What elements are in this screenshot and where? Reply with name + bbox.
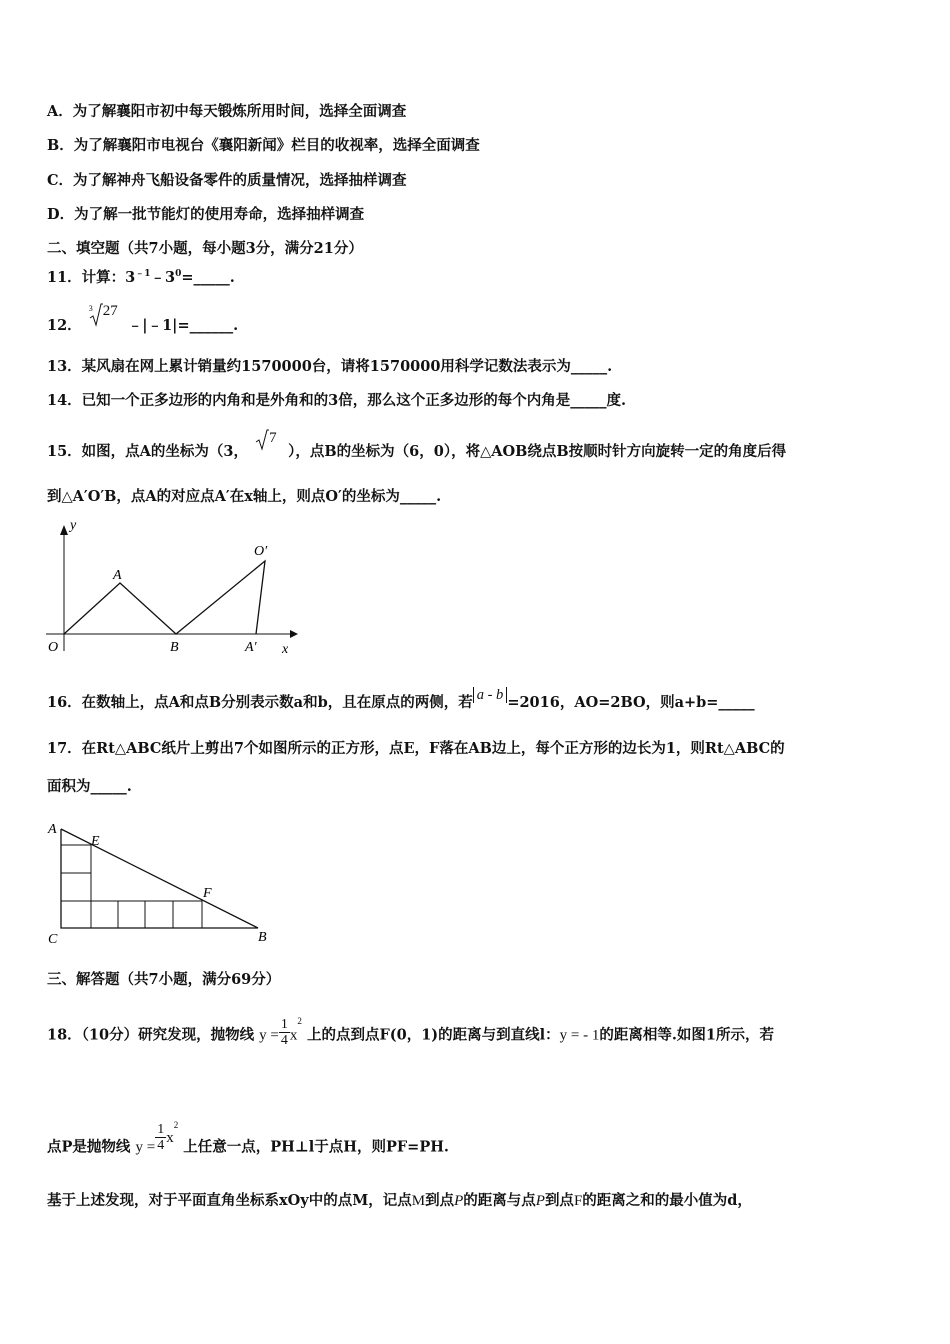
radical-sign-icon [89, 302, 103, 328]
question-17-line-1: 17．在Rt△ABC纸片上剪出7个如图所示的正方形，点E，F落在AB边上，每个正方形的边长为1，则Rt△ABC的 [47, 740, 785, 757]
section-2-heading: 二、填空题（共7小题，每小题3分，满分21分） [47, 240, 363, 257]
abs-a-minus-b: a - b [473, 687, 508, 703]
squares-triangle-figure [40, 815, 280, 950]
label-c: C [48, 932, 58, 947]
label-x: x [282, 642, 289, 657]
option-b: B．为了解襄阳市电视台《襄阳新闻》栏目的收视率，选择全面调查 [47, 137, 480, 154]
question-11: 11．计算：$3^{﹣1}﹣3^0=\_\_\_\_\_$. [47, 268, 235, 286]
label-b: B [170, 640, 179, 655]
rotation-figure [40, 515, 300, 660]
question-17-line-2: 面积为_____. [47, 778, 132, 795]
x-axis-arrow-icon [290, 630, 298, 638]
option-a: A．为了解襄阳市初中每天锻炼所用时间，选择全面调查 [47, 103, 407, 120]
cube-root-27: 3 27 [87, 312, 123, 330]
question-15-line-2: 到△A′O′B，点A的对应点A′在x轴上，则点O′的坐标为_____. [47, 488, 442, 505]
question-14: 14．已知一个正多边形的内角和是外角和的3倍，那么这个正多边形的每个内角是_____度. [47, 392, 627, 409]
label-y: y [70, 518, 77, 533]
question-18-line-1: 18．（10分）研究发现，抛物线 y = $\frac{1}{4}$ $x^2$ 上的点到点F(0，1)的距离与到直线l：y = - 1的距离相等.如图1所示，若 [47, 1015, 775, 1048]
label-a: A [113, 568, 122, 583]
sqrt-7: 7 [253, 438, 283, 456]
label-o: O [48, 640, 59, 655]
label-a: A [48, 822, 57, 837]
label-e: E [91, 834, 100, 849]
y-axis-arrow-icon [60, 525, 68, 535]
question-18-line-3: 基于上述发现，对于平面直角坐标系xOy中的点M，记点M到点P的距离与点P到点F的距离之和的最小值为d， [47, 1192, 752, 1209]
option-d: D．为了解一批节能灯的使用寿命，选择抽样调查 [47, 206, 365, 223]
question-16: 16．在数轴上，点A和点B分别表示数a和b，且在原点的两侧，若 a - b =2016，AO=2BO，则a+b=_____ [47, 687, 755, 711]
question-12: 12． 3 27 ﹣|﹣1|=______. [47, 303, 239, 334]
question-15-line-1: 15．如图，点A的坐标为（3， 7 ），点B的坐标为（6，0），将△AOB绕点B按顺时针方向旋转一定的角度后得 [47, 430, 787, 460]
label-b: B [258, 930, 267, 945]
label-a-prime: A′ [245, 640, 257, 655]
section-3-heading: 三、解答题（共7小题，满分69分） [47, 971, 281, 988]
question-13: 13．某风扇在网上累计销量约1570000台，请将1570000用科学记数法表示为_____. [47, 358, 613, 375]
question-18-line-2: 点P是抛物线 y = $\frac{1}{4}$ $x^2$ 上任意一点，PH⊥l于点H，则PF=PH. [47, 1119, 449, 1156]
triangles [64, 561, 265, 634]
label-f: F [203, 886, 212, 901]
option-c: C．为了解神舟飞船设备零件的质量情况，选择抽样调查 [47, 172, 407, 189]
label-o-prime: O′ [254, 544, 268, 559]
radical-sign-icon [255, 428, 269, 452]
